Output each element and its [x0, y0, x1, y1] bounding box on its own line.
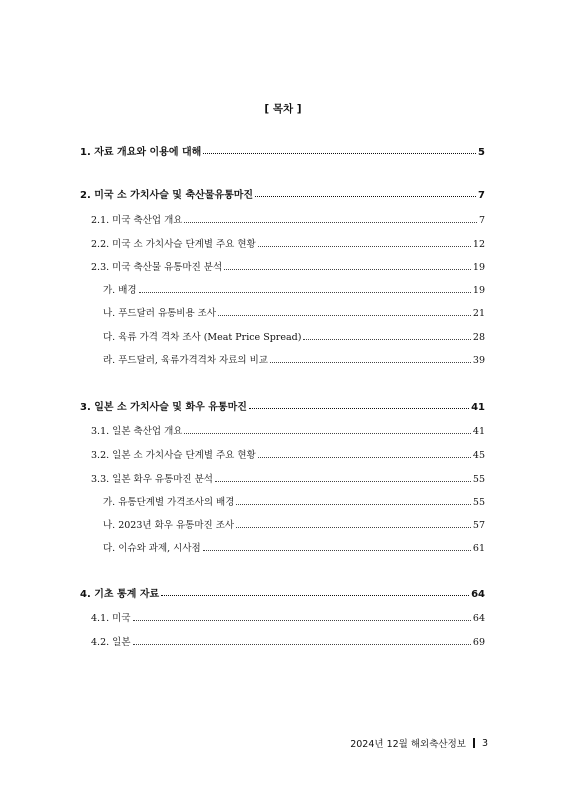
dot-leader	[161, 595, 469, 596]
toc-entry-label: 3. 일본 소 가치사슬 및 화우 유통마진	[80, 402, 247, 413]
toc-entry[interactable]	[80, 352, 485, 366]
toc-entry[interactable]	[80, 447, 485, 461]
toc-entry[interactable]	[80, 585, 485, 600]
toc-entry-label: 1. 자료 개요와 이용에 대해	[80, 147, 202, 158]
toc-entry-page: 7	[478, 215, 485, 226]
toc-entry-page: 57	[472, 520, 485, 531]
toc-entry[interactable]	[80, 610, 485, 624]
toc-entry-page: 61	[472, 543, 485, 554]
toc-entry-page: 28	[472, 332, 485, 343]
dot-leader	[133, 644, 471, 645]
toc-entry-page: 39	[472, 355, 485, 366]
toc-entry-label: 3.3. 일본 화우 유통마진 분석	[91, 474, 213, 485]
toc-entry-page: 5	[478, 147, 485, 158]
toc-entry-label: 2.3. 미국 축산물 유통마진 분석	[91, 262, 223, 273]
toc-entry-page: 64	[471, 589, 485, 600]
toc-entry-label: 라. 푸드달러, 육류가격격차 자료의 비교	[103, 355, 268, 366]
toc-entry[interactable]	[80, 259, 485, 273]
toc-entry-label: 2.2. 미국 소 가치사슬 단계별 주요 현황	[91, 239, 256, 250]
dot-leader	[184, 433, 470, 434]
dot-leader	[203, 153, 476, 154]
toc-entry[interactable]	[80, 236, 485, 250]
toc-entry-page: 45	[472, 450, 485, 461]
toc-entry[interactable]	[80, 212, 485, 226]
toc-entry-page: 12	[472, 239, 485, 250]
toc-entry[interactable]	[80, 494, 485, 508]
toc-entry-page: 19	[472, 262, 485, 273]
toc-entry-page: 41	[472, 426, 485, 437]
toc-entry[interactable]	[80, 517, 485, 531]
toc-entry-page: 55	[472, 474, 485, 485]
dot-leader	[255, 196, 476, 197]
toc-entry[interactable]	[80, 634, 485, 648]
dot-leader	[258, 457, 471, 458]
toc-entry-label: 가. 배경	[103, 285, 137, 296]
dot-leader	[249, 408, 469, 409]
toc-entry-label: 나. 2023년 화우 유통마진 조사	[103, 520, 235, 531]
toc-entry-page: 21	[472, 308, 485, 319]
toc-entry-label: 다. 이슈와 과제, 시사점	[103, 543, 201, 554]
dot-leader	[184, 222, 477, 223]
dot-leader	[270, 362, 471, 363]
toc-entry[interactable]	[80, 329, 485, 343]
toc-entry-page: 64	[472, 613, 485, 624]
toc-entry-label: 2. 미국 소 가치사슬 및 축산물유통마진	[80, 190, 254, 201]
toc-entry[interactable]	[80, 423, 485, 437]
toc-entry[interactable]	[80, 398, 485, 413]
dot-leader	[139, 292, 471, 293]
dot-leader	[215, 481, 471, 482]
toc-entry-page: 55	[472, 497, 485, 508]
toc-entry-label: 4.1. 미국	[91, 613, 131, 624]
toc-entry-page: 7	[478, 190, 485, 201]
toc-entry[interactable]	[80, 186, 485, 201]
footer-publication: 2024년 12월 해외축산정보	[350, 739, 466, 750]
dot-leader	[303, 339, 470, 340]
toc-entry-label: 3.2. 일본 소 가치사슬 단계별 주요 현황	[91, 450, 256, 461]
toc-entry-label: 4. 기초 통계 자료	[80, 589, 160, 600]
dot-leader	[203, 550, 471, 551]
toc-entry-label: 가. 유통단계별 가격조사의 배경	[103, 497, 235, 508]
toc-entry-label: 다. 육류 가격 격차 조사 (Meat Price Spread)	[103, 332, 302, 343]
toc-entry[interactable]	[80, 305, 485, 319]
footer-separator	[473, 738, 475, 748]
toc-title: [ 목차 ]	[264, 103, 302, 115]
page-footer	[350, 736, 488, 750]
toc-entry-page: 69	[472, 637, 485, 648]
dot-leader	[218, 315, 471, 316]
toc-entry-page: 41	[471, 402, 485, 413]
toc-entry[interactable]	[80, 471, 485, 485]
dot-leader	[258, 246, 471, 247]
toc-entry-label: 2.1. 미국 축산업 개요	[91, 215, 183, 226]
toc-entry-label: 4.2. 일본	[91, 637, 131, 648]
dot-leader	[236, 504, 471, 505]
dot-leader	[224, 269, 471, 270]
toc-entry-page: 19	[472, 285, 485, 296]
dot-leader	[236, 527, 471, 528]
toc-entry-label: 3.1. 일본 축산업 개요	[91, 426, 183, 437]
footer-page-number: 3	[481, 737, 488, 749]
toc-entry-label: 나. 푸드달러 유통비용 조사	[103, 308, 217, 319]
toc-entry[interactable]	[80, 540, 485, 554]
toc-entry[interactable]	[80, 143, 485, 158]
toc-entry[interactable]	[80, 282, 485, 296]
dot-leader	[133, 620, 471, 621]
